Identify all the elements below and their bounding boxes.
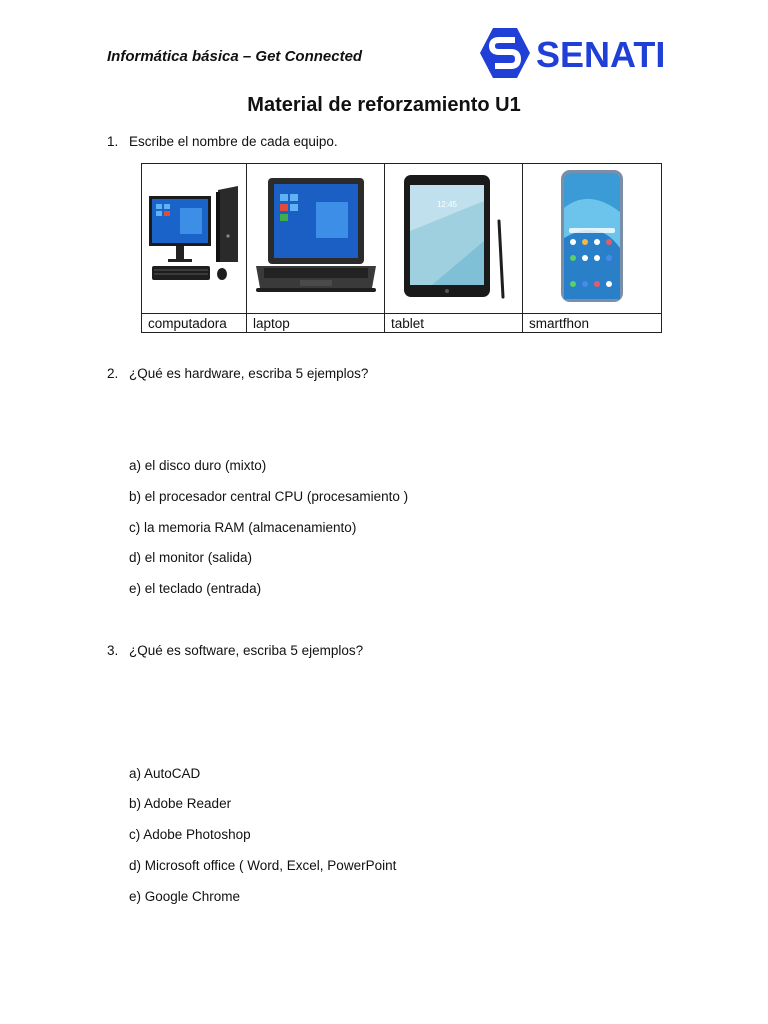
answer-item: c) la memoria RAM (almacenamiento) xyxy=(129,520,357,535)
device-image-cell xyxy=(385,164,523,314)
svg-text:12:45: 12:45 xyxy=(436,200,457,209)
question-text: ¿Qué es hardware, escriba 5 ejemplos? xyxy=(129,366,369,381)
device-label: laptop xyxy=(247,314,385,333)
device-label: computadora xyxy=(142,314,247,333)
desktop-computer-icon xyxy=(146,273,242,290)
device-image-cell xyxy=(523,164,662,314)
page-title: Material de reforzamiento U1 xyxy=(247,94,521,116)
answer-item: b) el procesador central CPU (procesamiento ) xyxy=(129,489,409,504)
answer-item: a) el disco duro (mixto) xyxy=(129,458,267,473)
answer-item: a) AutoCAD xyxy=(129,766,201,781)
senati-logo xyxy=(479,27,665,79)
answer-item: e) Google Chrome xyxy=(129,889,241,904)
question-text: Escribe el nombre de cada equipo. xyxy=(129,134,338,149)
question-number: 1. xyxy=(107,134,119,149)
answer-item: c) Adobe Photoshop xyxy=(129,827,251,842)
device-image-cell xyxy=(142,164,247,314)
header-subtitle: Informática básica – Get Connected xyxy=(107,48,363,65)
device-image-cell xyxy=(247,164,385,314)
question-number: 2. xyxy=(107,366,119,381)
device-label: smartfhon xyxy=(523,314,662,333)
laptop-icon xyxy=(254,283,378,300)
answer-item: e) el teclado (entrada) xyxy=(129,581,262,596)
tablet-icon xyxy=(402,200,506,305)
answer-item: b) Adobe Reader xyxy=(129,796,232,811)
question-3 xyxy=(107,643,363,658)
logo-wordmark: SENATI xyxy=(536,34,665,75)
device-label: tablet xyxy=(385,314,523,333)
question-number: 3. xyxy=(107,643,119,658)
question-text: ¿Qué es software, escriba 5 ejemplos? xyxy=(129,643,364,658)
question-1 xyxy=(107,134,338,149)
answer-item: d) Microsoft office ( Word, Excel, PowerPoint xyxy=(129,858,397,873)
answer-item: d) el monitor (salida) xyxy=(129,550,253,565)
smartphone-icon xyxy=(559,291,625,308)
question-2 xyxy=(107,366,368,381)
devices-table xyxy=(141,163,662,333)
